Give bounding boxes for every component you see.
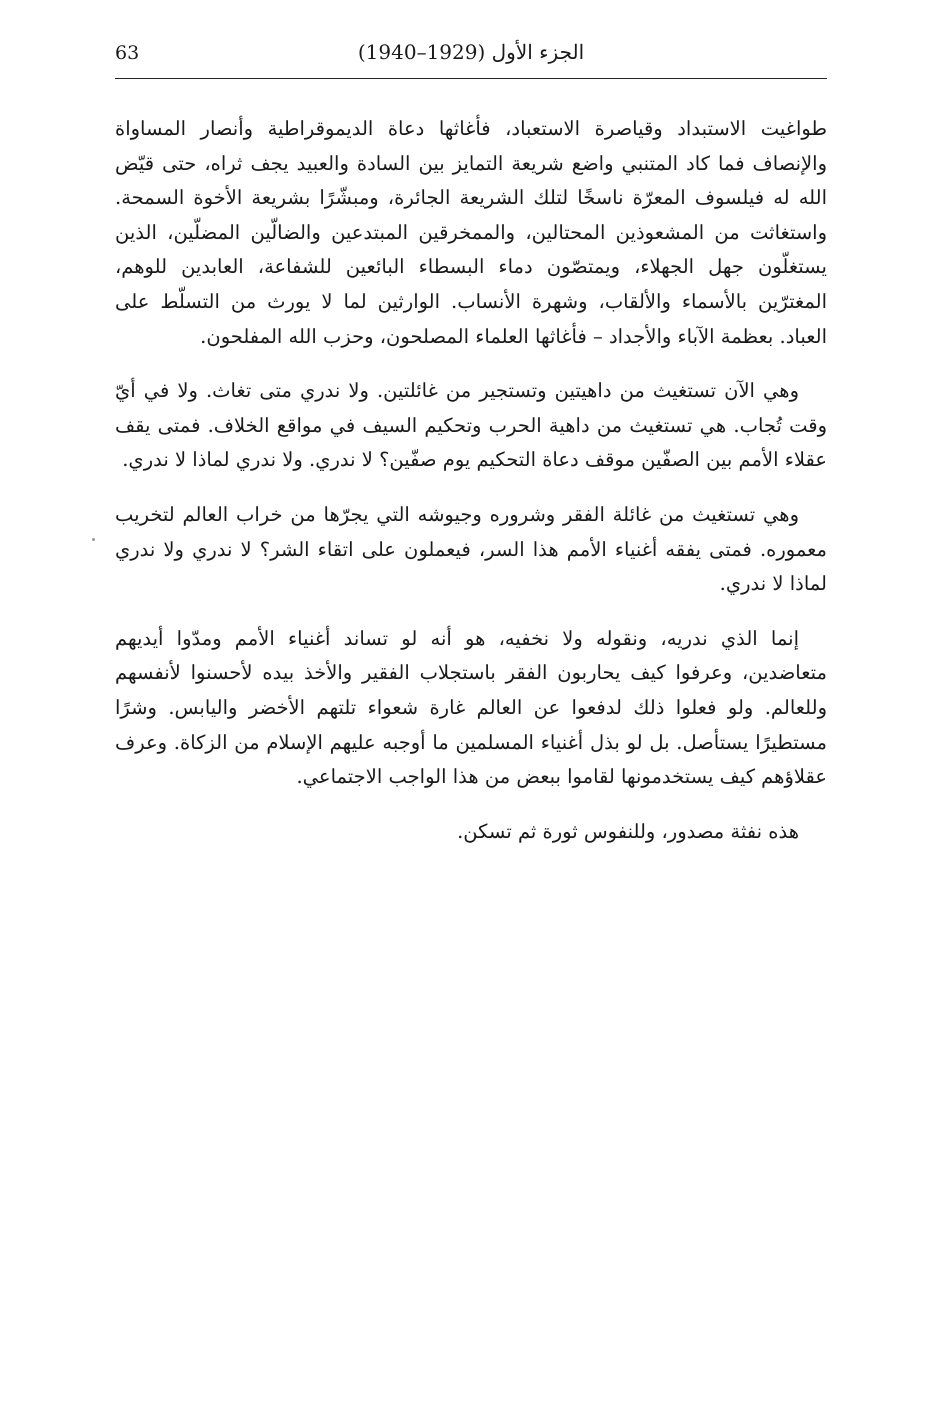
closing-paragraph: هذه نفثة مصدور، وللنفوس ثورة ثم تسكن. (457, 819, 799, 843)
paragraph: وهي الآن تستغيث من داهيتين وتستجير من غائلتين. ولا ندري متى تغاث. ولا في أيّ وقت تُجاب. هي تستغيث من داهية الحرب وتحكيم السيف في مواقع الخلاف. فمتى يقف عقلاء الأمم بين الصفّين موقف دعاة التحكيم يوم صفّين؟ لا ندري. ولا ندري لماذا لا ندري. (115, 379, 827, 472)
body-text (115, 112, 827, 869)
paragraph: إنما الذي ندريه، ونقوله ولا نخفيه، هو أنه لو تساند أغنياء الأمم ومدّوا أيديهم متعاضدين، وعرفوا كيف يحاربون الفقر باستجلاب الفقير والأخذ بيده لأحسنوا لأنفسهم وللعالم. ولو فعلوا ذلك لدفعوا عن العالم غارة شعواء تلتهم الأخضر واليابس. وشرًا مستطيرًا يستأصل. بل لو بذل أغنياء المسلمين ما أوجبه عليهم الإسلام من الزكاة. وعرف عقلاؤهم كيف يستخدمونها لقاموا ببعض من هذا الواجب الاجتماعي. (115, 626, 827, 789)
ink-speck (92, 538, 95, 541)
page-number: 63 (115, 42, 140, 64)
running-header (115, 38, 827, 79)
running-title: الجزء الأول (1929–1940) (357, 40, 585, 64)
paragraph: طواغيت الاستبداد وقياصرة الاستعباد، فأغاثها دعاة الديموقراطية وأنصار المساواة والإنصاف فما كاد المتنبي واضع شريعة التمايز بين السادة والعبيد يجف ثراه، حتى قيّض الله له فيلسوف المعرّة ناسخًا لتلك الشريعة الجائرة، ومبشّرًا بشريعة الأخوة السمحة. واستغاثت من المشعوذين المحتالين، والممخرقين المبتدعين والضالّين المضلّين، الذين يستغلّون جهل الجهلاء، ويمتصّون دماء البسطاء البائعين للشفاعة، العابدين للوهم، المغترّين بالأسماء والألقاب، وشهرة الأنساب. الوارثين لما لا يورث من التسلّط على العباد. بعظمة الآباء والأجداد – فأغاثها العلماء المصلحون، وحزب الله المفلحون. (115, 117, 827, 348)
paragraph: وهي تستغيث من غائلة الفقر وشروره وجيوشه التي يجرّها من خراب العالم لتخريب معموره. فمتى يفقه أغنياء الأمم هذا السر، فيعملون على اتقاء الشر؟ لا ندري ولا ندري لماذا لا ندري. (115, 502, 827, 596)
